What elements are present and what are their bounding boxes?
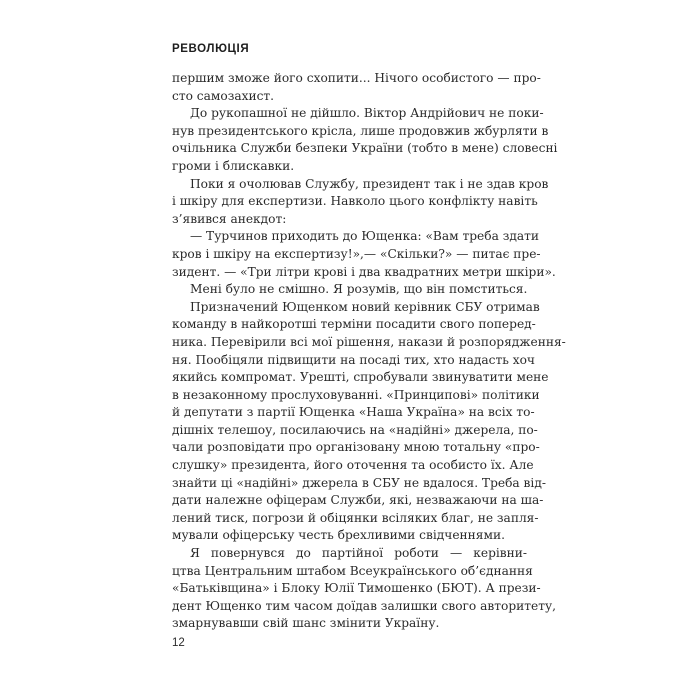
text-line: й депутати з партії Ющенка «Наша Україна» на всіх то- — [172, 405, 535, 420]
text-line: Я повернувся до партійної роботи — керівни- — [190, 546, 527, 561]
text-line: Мені було не смішно. Я розумів, що він помститься. — [190, 282, 528, 297]
text-line: кров і шкіру на експертизу!»,— «Скільки?» — питає пре- — [172, 246, 541, 261]
text-line: сто самозахист. — [172, 88, 275, 103]
text-line: «Батьківщина» і Блоку Юлії Тимошенко (БЮТ). А прези- — [172, 581, 541, 596]
text-line: з’явився анекдот: — [172, 211, 287, 226]
text-line: цтва Центральним штабом Всеукраїнського об’єднання — [172, 563, 533, 578]
text-line: слушку» президента, його оточення та особисто їх. Але — [172, 458, 534, 473]
text-line: якийсь компромат. Урешті, спробували звинуватити мене — [172, 370, 549, 385]
text-line: Поки я очолював Службу, президент так і не здав кров — [190, 176, 549, 191]
text-line: Призначений Ющенком новий керівник СБУ отримав — [190, 299, 540, 314]
text-line: громи і блискавки. — [172, 158, 295, 173]
body-text — [172, 70, 566, 633]
text-line: лений тиск, погрози й обіцянки всіляких благ, не запля- — [172, 510, 539, 525]
text-line: дати належне офіцерам Служби, які, незважаючи на ша- — [172, 493, 544, 508]
text-line: До рукопашної не дійшло. Віктор Андрійович не поки- — [190, 106, 544, 121]
text-line: чали розповідати про організовану мною тотальну «про- — [172, 440, 540, 455]
text-line: зидент. — «Три літри крові і два квадратних метри шкіри». — [172, 264, 556, 279]
running-head: РЕВОЛЮЦІЯ — [172, 43, 250, 55]
text-line: нув президентського крісла, лише продовжив жбурляти в — [172, 123, 549, 138]
text-line: команду в найкоротші терміни посадити свого поперед- — [172, 317, 536, 332]
text-line: — Турчинов приходить до Ющенка: «Вам треба здати — [190, 229, 540, 244]
text-line: і шкіру для експертизи. Навколо цього конфлікту навіть — [172, 194, 538, 209]
page-number: 12 — [172, 637, 185, 649]
text-line: в незаконному прослуховуванні. «Принципові» політики — [172, 387, 540, 402]
text-line: першим зможе його схопити... Нічого особистого — про- — [172, 71, 541, 85]
text-line: ня. Пообіцяли підвищити на посаді тих, хто надасть хоч — [172, 352, 535, 367]
text-line: змарнувавши свій шанс змінити Україну. — [172, 616, 440, 631]
text-line: очільника Служби безпеки України (тобто в мене) словесні — [172, 141, 558, 156]
text-line: дент Ющенко тим часом доїдав залишки свого авторитету, — [172, 598, 557, 613]
text-line: ника. Перевірили всі мої рішення, накази й розпорядження- — [172, 334, 566, 349]
text-line: знайти ці «надійні» джерела в СБУ не вдалося. Треба від- — [172, 475, 546, 490]
text-line: дішніх телешоу, посилаючись на «надійні» джерела, по- — [172, 422, 538, 437]
text-line: мували офіцерську честь брехливими свідченнями. — [172, 528, 505, 543]
